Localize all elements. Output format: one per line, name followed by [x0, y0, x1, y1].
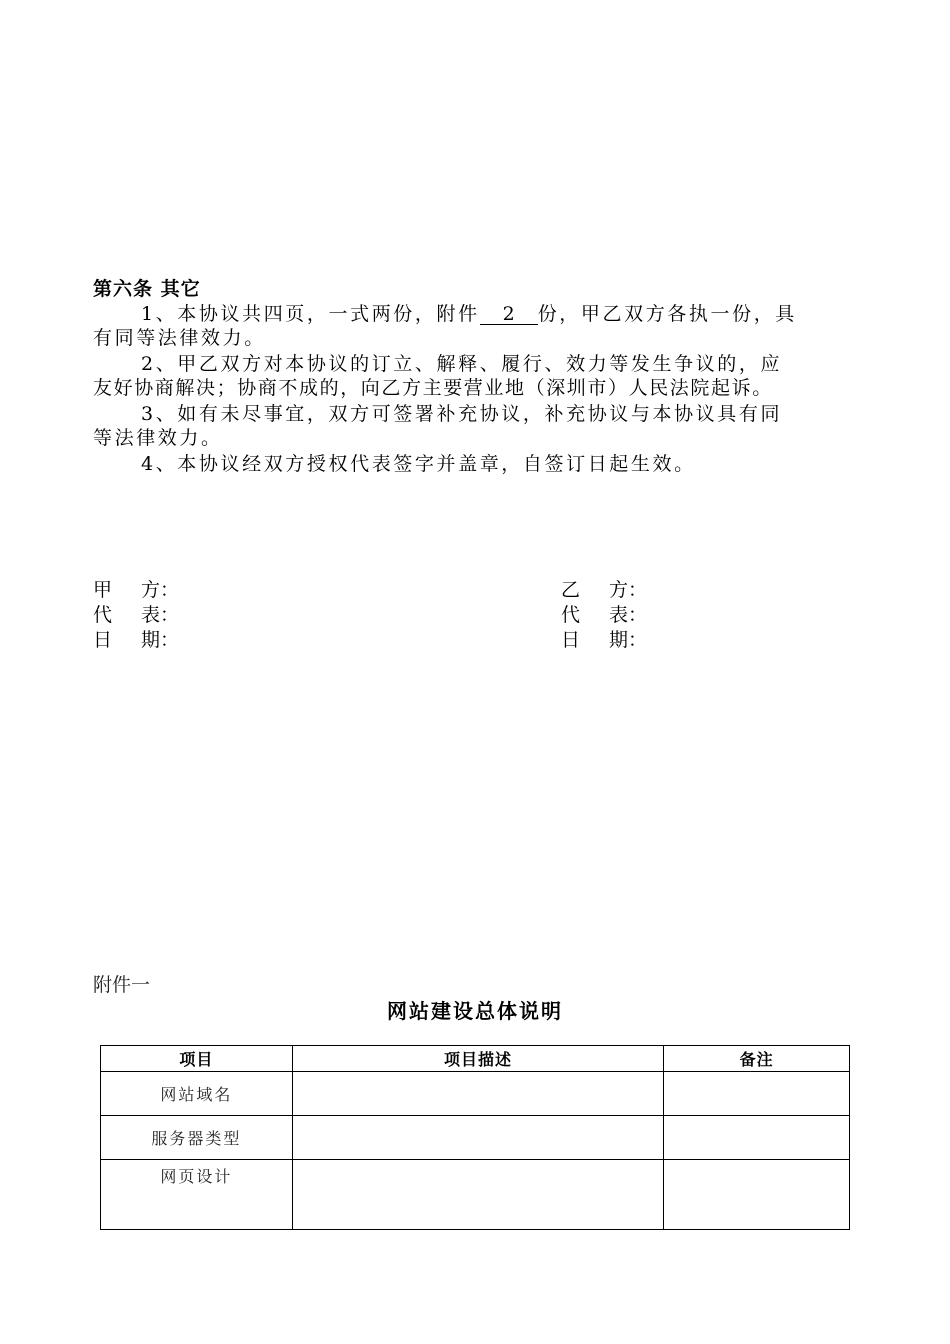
party-b-label: [561, 575, 647, 602]
row-description: [292, 1160, 663, 1230]
party-b-label-char: 乙: [561, 579, 581, 601]
column-header-note: 备注: [664, 1046, 850, 1072]
table-row: [101, 1160, 850, 1230]
spec-table: [100, 1045, 850, 1230]
party-a-representative-label: [93, 600, 179, 627]
row-note: [664, 1072, 850, 1116]
row-item: 网站域名: [101, 1072, 293, 1116]
party-b-rep-char: 代: [561, 604, 581, 626]
clause-1-line-1: [141, 299, 797, 326]
annex-label: 附件一: [93, 974, 151, 996]
party-b-date-suffix: 期：: [609, 629, 648, 651]
party-a-date-label: [93, 625, 179, 652]
clause-2-line-2: 友好协商解决；协商不成的，向乙方主要营业地（深圳市）人民法院起诉。: [93, 377, 773, 399]
row-description: [292, 1072, 663, 1116]
party-a-rep-suffix: 表：: [141, 604, 180, 626]
party-a-label: [93, 575, 179, 602]
annex-title: 网站建设总体说明: [387, 999, 563, 1023]
row-note: [664, 1116, 850, 1160]
party-a-rep-char: 代: [93, 604, 113, 626]
clause-3-line-2: 等法律效力。: [93, 427, 223, 449]
row-description: [292, 1116, 663, 1160]
party-b-label-suffix: 方：: [609, 579, 648, 601]
table-row: [101, 1072, 850, 1116]
table-header-row: [101, 1046, 850, 1072]
party-a-label-char: 甲: [93, 579, 113, 601]
clause-1-text-post: 份，甲乙双方各执一份，具: [537, 303, 797, 325]
clause-4-line-1: 4、本协议经双方授权代表签字并盖章，自签订日起生效。: [141, 453, 696, 475]
party-a-date-char: 日: [93, 629, 113, 651]
row-item: 网页设计: [101, 1160, 293, 1230]
column-header-item: 项目: [101, 1046, 293, 1072]
table-row: [101, 1116, 850, 1160]
party-b-date-char: 日: [561, 629, 581, 651]
column-header-description: 项目描述: [292, 1046, 663, 1072]
party-a-date-suffix: 期：: [141, 629, 180, 651]
clause-2-line-1: 2、甲乙双方对本协议的订立、解释、履行、效力等发生争议的，应: [141, 353, 783, 375]
section-title: 第六条 其它: [93, 278, 201, 300]
attachment-count: 2: [480, 305, 538, 325]
clause-1-line-2: 有同等法律效力。: [93, 327, 266, 349]
party-b-date-label: [561, 625, 647, 652]
clause-3-line-1: 3、如有未尽事宜，双方可签署补充协议，补充协议与本协议具有同: [141, 403, 783, 425]
party-a-label-suffix: 方：: [141, 579, 180, 601]
party-b-representative-label: [561, 600, 647, 627]
row-item: 服务器类型: [101, 1116, 293, 1160]
row-note: [664, 1160, 850, 1230]
clause-1-text-pre: 1、本协议共四页，一式两份，附件: [141, 303, 480, 325]
party-b-rep-suffix: 表：: [609, 604, 648, 626]
